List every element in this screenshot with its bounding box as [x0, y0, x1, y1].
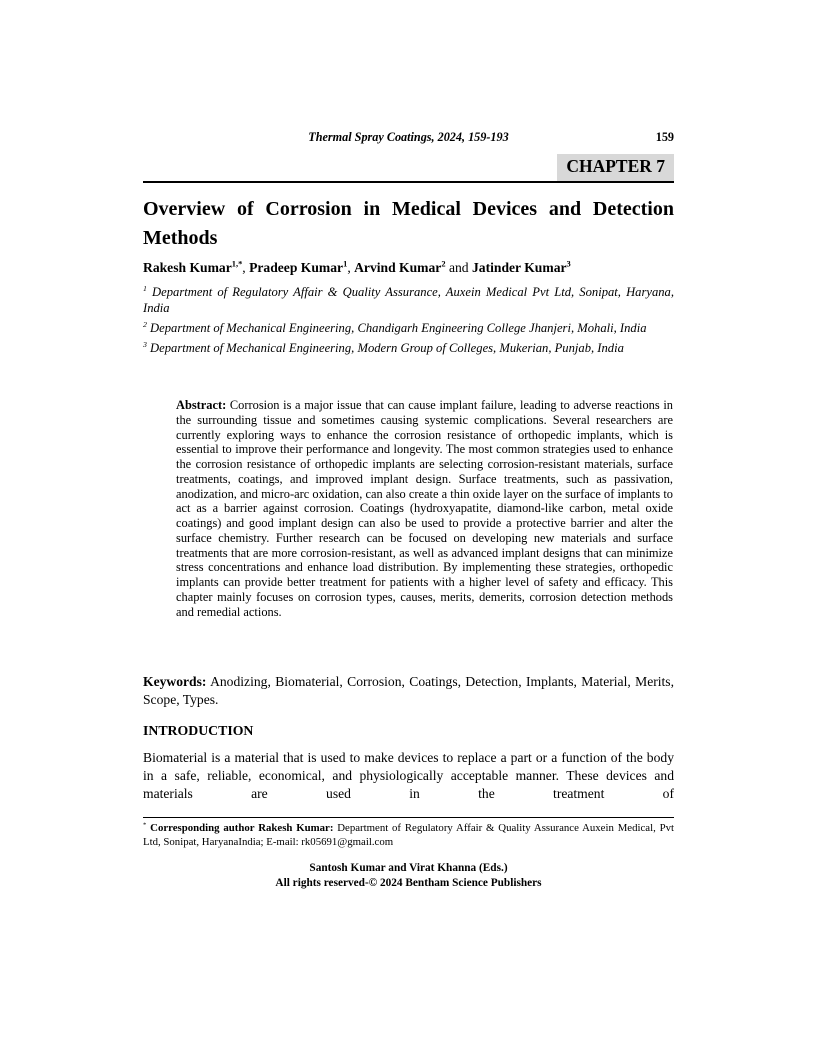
chapter-title: Overview of Corrosion in Medical Devices and Detection Methods [143, 198, 674, 249]
abstract [176, 398, 673, 619]
content-column [143, 0, 674, 1056]
author-name: Arvind Kumar$^2$ [354, 258, 446, 275]
footnote-bold: Corresponding author Rakesh Kumar: [150, 822, 334, 834]
header-rule [143, 181, 674, 183]
chapter-label: CHAPTER 7 [557, 154, 674, 181]
abstract-text: Corrosion is a major issue that can cause implant failure, leading to adverse reactions in the surrounding tissue and sometimes causing systemic complications. Several researchers are currently exploring ways to enhance the corrosion resistance of orthopedic implants, which is essential to improve their performance and longevity. The most common strategies used to enhance the corrosion resistance of orthopedic implants are selecting corrosion-resistant materials, surface treatments, coatings, and improved implant design. Surface treatments, such as passivation, anodization, and micro-arc oxidation, can also create a thin oxide layer on the surface of implants to act as a barrier against corrosion. Coatings (hydroxyapatite, diamond-like carbon, metal oxide coatings) and good implant design can also be used to provide a protective barrier and alter the surface chemistry. Further research can be focused on developing new materials and surface treatments that are more corrosion-resistant, as well as advanced implant designs that can minimize stress concentrations and enhance load distribution. By implementing these strategies, orthopedic implants can provide better treatment for patients with a higher level of safety and efficacy. This chapter mainly focuses on corrosion types, causes, merits, demerits, corrosion detection methods and remedial actions. [176, 398, 673, 619]
imprint [143, 861, 674, 892]
abstract-label: Abstract: [176, 398, 227, 412]
author-name: Pradeep Kumar$^1$ [249, 258, 348, 275]
keywords-label: Keywords: [143, 674, 207, 689]
page-number: 159 [655, 130, 674, 144]
footnote-text: Department of Regulatory Affair & Quality Assurance Auxein Medical, Pvt Ltd, Sonipat, HaryanaIndia; E-mail: rk05691@gmail.com [143, 822, 674, 848]
affiliation: $^2$ Department of Mechanical Engineering, Chandigarh Engineering College Jhanjeri, Mohali, India [143, 319, 647, 335]
affiliations [143, 285, 674, 361]
keywords [143, 673, 674, 708]
chapter-row [143, 154, 674, 181]
affiliation: $^1$ Department of Regulatory Affair & Quality Assurance, Auxein Medical Pvt Ltd, Sonipat, Haryana, India [143, 283, 674, 315]
keywords-text: Anodizing, Biomaterial, Corrosion, Coatings, Detection, Implants, Material, Merits, Scope, Types. [143, 674, 674, 707]
footnote-block [143, 817, 674, 892]
author-name: Jatinder Kumar$^3$ [472, 258, 571, 275]
corresponding-author-footnote [143, 818, 674, 850]
book-title: Thermal Spray Coatings, 2024, 159-193 [308, 130, 509, 144]
running-head [143, 130, 674, 145]
section-heading-introduction: INTRODUCTION [143, 723, 254, 738]
author-name: Rakesh Kumar$^{1,*}$ [143, 258, 243, 275]
author-line: Rakesh Kumar$^{1,*}$, Pradeep Kumar$^1$, Arvind Kumar$^2$ and Jatinder Kumar$^3$ [143, 258, 571, 275]
editors-line: Santosh Kumar and Virat Khanna (Eds.) [309, 861, 508, 874]
introduction-paragraph: Biomaterial is a material that is used to make devices to replace a part or a function of the body in a safe, reliable, economical, and physiologically acceptable manner. These devices and materials are used in the treatment of [143, 750, 674, 801]
footnote-marker: * [143, 821, 147, 829]
affiliation: $^3$ Department of Mechanical Engineering, Modern Group of Colleges, Mukerian, Punjab, India [143, 339, 624, 355]
rights-line: All rights reserved-© 2024 Bentham Science Publishers [275, 877, 542, 890]
